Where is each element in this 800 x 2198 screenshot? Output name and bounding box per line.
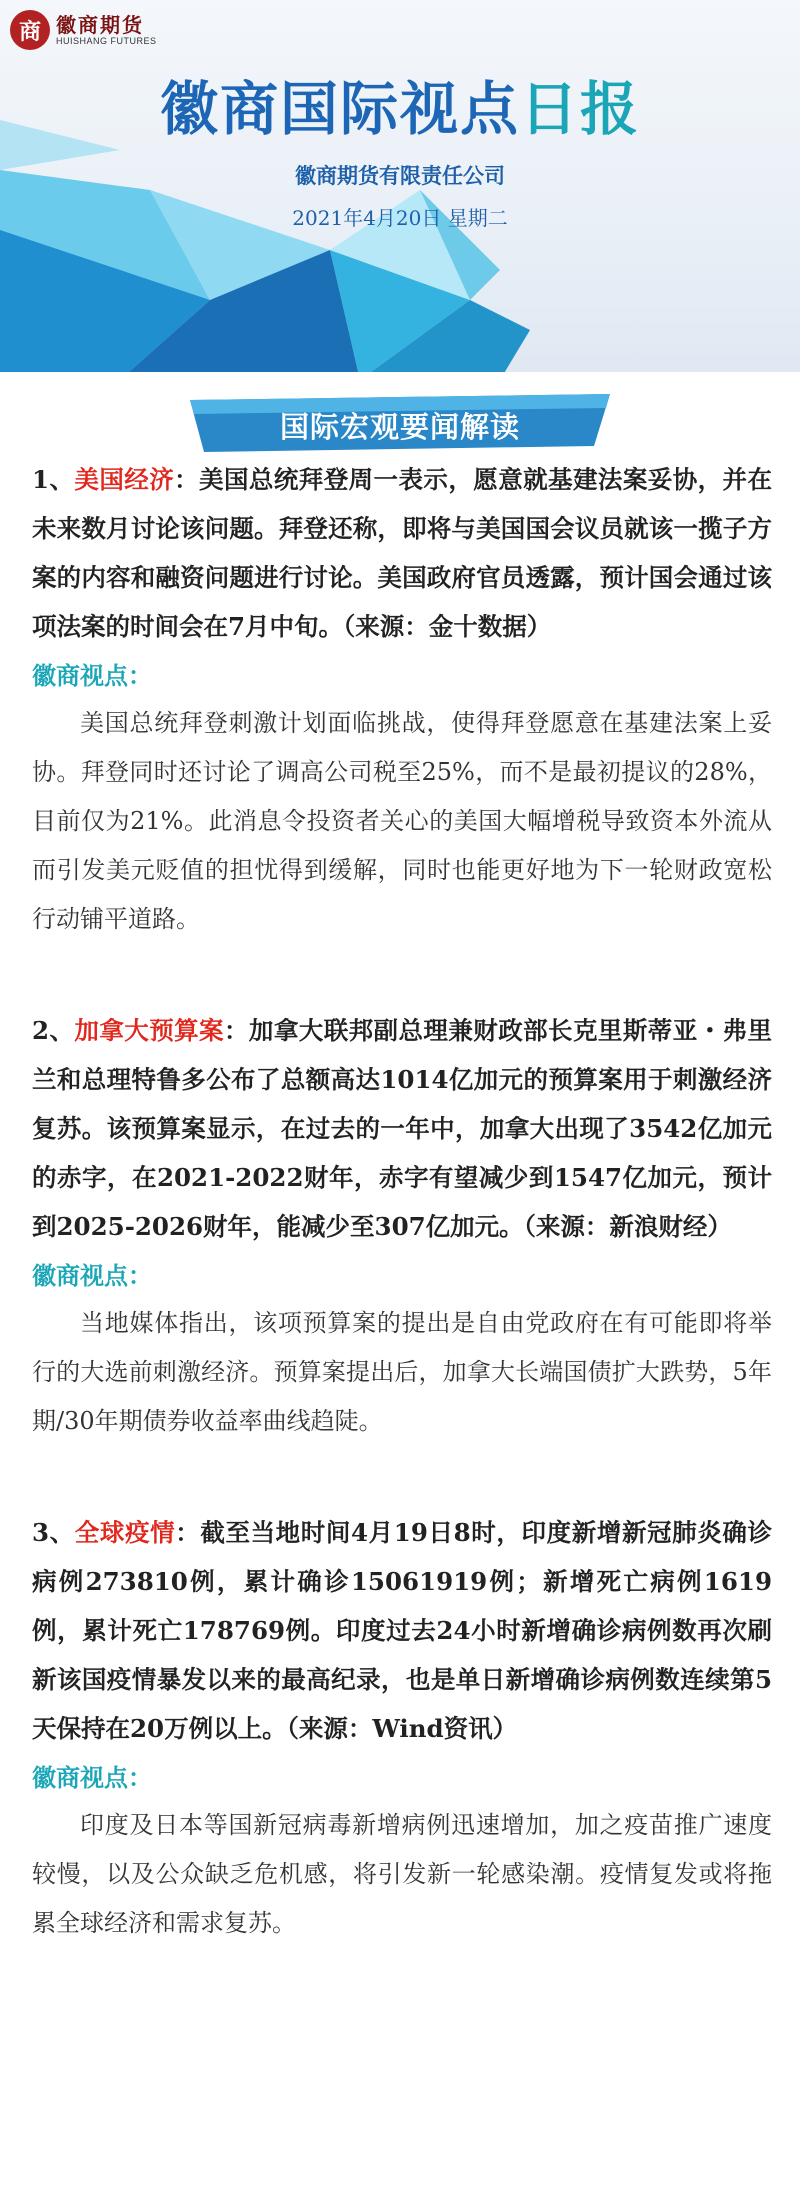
logo-english-name: HUISHANG FUTURES [56, 36, 157, 46]
company-name: 徽商期货有限责任公司 [295, 163, 505, 188]
page-title [0, 62, 800, 146]
news-text: ：美国总统拜登周一表示，愿意就基建法案妥协，并在未来数月讨论该问题。拜登还称，即将与美国国会议员就该一揽子方案的内容和融资问题进行讨论。美国政府官员透露，预计国会通过该项法案的时间会在7月中旬。（来源：金十数据） [32, 465, 772, 641]
news-index: 2、 [32, 1016, 75, 1045]
news-item [32, 1006, 772, 1446]
view-text: 当地媒体指出，该项预算案的提出是自由党政府在有可能即将举行的大选前刺激经济。预算案提出后，加拿大长端国债扩大跌势，5年期/30年期债券收益率曲线趋陡。 [32, 1309, 772, 1435]
news-paragraph [32, 1508, 772, 1753]
view-label: 徽商视点： [32, 1763, 152, 1792]
news-topic: 全球疫情 [74, 1518, 176, 1547]
view-label: 徽商视点： [32, 1261, 152, 1290]
report-date: 2021年4月20日 星期二 [292, 206, 508, 230]
view-text: 美国总统拜登刺激计划面临挑战，使得拜登愿意在基建法案上妥协。拜登同时还讨论了调高公司税至25%，而不是最初提议的28%，目前仅为21%。此消息令投资者关心的美国大幅增税导致资本外流从而引发美元贬值的担忧得到缓解，同时也能更好地为下一轮财政宽松行动铺平道路。 [32, 709, 772, 933]
news-paragraph [32, 1006, 772, 1251]
section-banner [190, 394, 610, 452]
news-text: ：截至当地时间4月19日8时，印度新增新冠肺炎确诊病例273810例，累计确诊15061919例；新增死亡病例1619例，累计死亡178769例。印度过去24小时新增确诊病例数再次刷新该国疫情暴发以来的最高纪录，也是单日新增确诊病例数连续第5天保持在20万例以上。（来源：Wind资讯） [32, 1518, 772, 1743]
news-index: 1、 [32, 465, 75, 494]
page-title-part2: 日报 [520, 75, 641, 143]
section-title: 国际宏观要闻解读 [279, 410, 520, 444]
news-list [32, 455, 772, 2010]
view-text: 印度及日本等国新冠病毒新增病例迅速增加，加之疫苗推广速度较慢，以及公众缺乏危机感，将引发新一轮感染潮。疫情复发或将拖累全球经济和需求复苏。 [32, 1811, 772, 1937]
page-title-part1: 徽商国际视点 [159, 75, 520, 143]
news-topic: 加拿大预算案 [74, 1016, 224, 1045]
geometric-background [0, 0, 800, 380]
view-label: 徽商视点： [32, 661, 152, 690]
news-index: 3、 [32, 1518, 75, 1547]
logo-icon: 商 [10, 10, 50, 50]
news-topic: 美国经济 [74, 465, 175, 494]
company-logo [10, 10, 157, 50]
news-paragraph [32, 455, 772, 651]
header-banner [0, 0, 800, 380]
news-item [32, 1508, 772, 1948]
news-text: ：加拿大联邦副总理兼财政部长克里斯蒂亚・弗里兰和总理特鲁多公布了总额高达1014亿加元的预算案用于刺激经济复苏。该预算案显示，在过去的一年中，加拿大出现了3542亿加元的赤字，在2021-2022财年，赤字有望减少到1547亿加元，预计到2025-2026财年，能减少至307亿加元。（来源：新浪财经） [32, 1016, 772, 1241]
logo-chinese-name: 徽商期货 [56, 13, 144, 37]
news-item [32, 455, 772, 944]
